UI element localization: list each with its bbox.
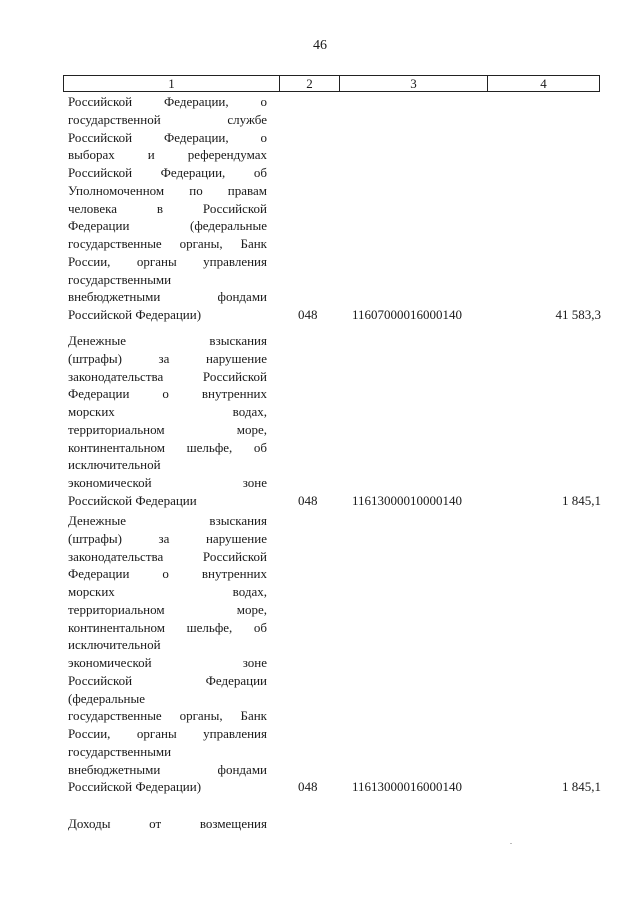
row-description-line: Федерации (федеральные: [68, 218, 267, 234]
table-header: [63, 75, 600, 92]
row-admin-code: 048: [298, 779, 318, 795]
row-amount: 1 845,1: [562, 779, 601, 795]
row-description-line: Федерации о внутренних: [68, 566, 267, 582]
row-description-line: внебюджетными фондами: [68, 289, 267, 305]
header-col-4: 4: [487, 76, 599, 91]
row-description-line: Российской Федерации: [68, 492, 197, 508]
row-description-line: законодательства Российской: [68, 548, 267, 564]
row-description-line: внебюджетными фондами: [68, 761, 267, 777]
row-description-line: (штрафы) за нарушение: [68, 530, 267, 546]
row-description-line: государственными: [68, 743, 172, 759]
row-admin-code: 048: [298, 492, 318, 508]
header-col-3: 3: [339, 76, 487, 91]
row-description-line: законодательства Российской: [68, 368, 267, 384]
row-description-line: Российской Федерации): [68, 307, 202, 322]
row-description-line: экономической зоне: [68, 655, 267, 670]
row-budget-code: 11607000016000140: [352, 307, 463, 322]
row-description-line: человека в Российской: [68, 200, 267, 216]
row-description-line: Российской Федерации, о: [68, 129, 267, 145]
row-description-line: территориальном море,: [68, 421, 267, 437]
page-number: 46: [313, 38, 327, 53]
row-description-line: Российской Федерации): [68, 779, 202, 795]
row-description-line: континентальном шельфе, об: [68, 439, 267, 455]
row-description-line: экономической зоне: [68, 475, 267, 490]
header-col-1: 1: [168, 76, 175, 91]
header-col-2: 2: [279, 76, 339, 91]
row-description-line: исключительной: [68, 457, 161, 473]
row-description-line: (штрафы) за нарушение: [68, 350, 267, 366]
row-description-line: морских водах,: [68, 584, 267, 599]
row-amount: 1 845,1: [562, 492, 601, 508]
row-description-line: Уполномоченном по правам: [68, 182, 267, 198]
row-description-line: Российской Федерации, о: [68, 94, 267, 109]
row-admin-code: 048: [298, 307, 318, 322]
row-description-line: Денежные взыскания: [68, 513, 267, 528]
row-description-line: континентальном шельфе, об: [68, 619, 267, 635]
row-description-line: (федеральные: [68, 690, 145, 706]
row-budget-code: 11613000010000140: [352, 492, 463, 508]
row-description-line: России, органы управления: [68, 253, 267, 269]
row-description-line: государственными: [68, 271, 172, 287]
row-description-line: выборах и референдумах: [68, 147, 267, 163]
row-amount: 41 583,3: [555, 307, 601, 322]
row-description-line: государственные органы, Банк: [68, 236, 267, 251]
row-budget-code: 11613000016000140: [352, 779, 463, 795]
row-description-line: государственные органы, Банк: [68, 708, 267, 724]
row-description-line: России, органы управления: [68, 726, 267, 741]
row-description-line: Федерации о внутренних: [68, 386, 267, 402]
row-description-line: государственной службе: [68, 111, 267, 127]
row-description-line: территориальном море,: [68, 601, 267, 617]
row-description-line: Доходы от возмещения: [68, 816, 267, 831]
row-description-line: Денежные взыскания: [68, 333, 267, 348]
row-description-line: исключительной: [68, 637, 161, 653]
row-description-line: морских водах,: [68, 404, 267, 419]
row-description-line: Российской Федерации: [68, 672, 267, 688]
row-description-line: Российской Федерации, об: [68, 165, 267, 180]
scan-speck: [510, 843, 512, 844]
